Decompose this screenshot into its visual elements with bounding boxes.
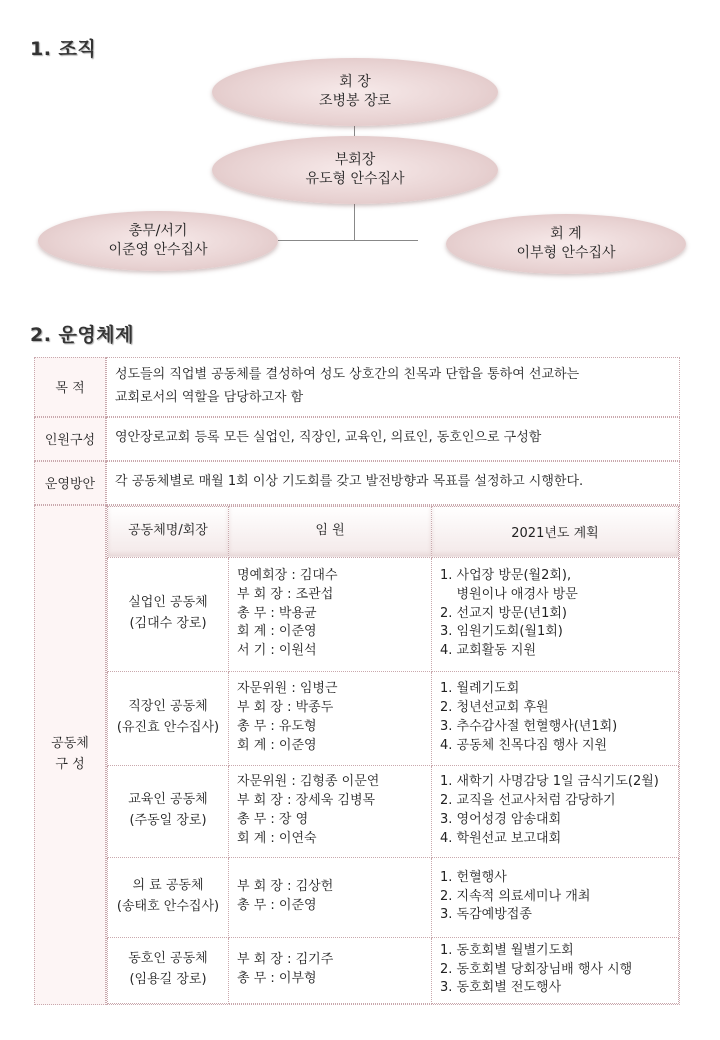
row-composition	[34, 417, 680, 461]
description-line: 각 공동체별로 매월 1회 이상 기도회를 갖고 발전방향과 목표를 설정하고 시행한다.	[115, 474, 584, 490]
group-name	[108, 765, 229, 857]
org-node-vice-chairman	[212, 136, 498, 204]
plan-line: 1. 헌혈행사	[440, 869, 507, 885]
vice-chairman-name: 유도형 안수집사	[305, 171, 405, 187]
plan-line: 2. 교직을 선교사처럼 감당하기	[440, 793, 616, 809]
member-line: 회 계 : 이준영	[237, 737, 317, 753]
member-line: 부 회 장 : 조관섭	[237, 586, 334, 602]
description-line: 성도들의 직업별 공동체를 결성하여 성도 상호간의 친목과 단합을 통하여 선교하는	[115, 367, 580, 382]
community-row-business	[108, 557, 679, 671]
section-title-operation: 2. 운영체제	[30, 324, 134, 346]
group-title: 동호인 공동체	[128, 951, 208, 967]
plan-line: 4. 학원선교 보고대회	[440, 830, 562, 846]
plan-line: 1. 월례기도회	[440, 681, 520, 697]
group-title: 실업인 공동체	[128, 595, 208, 611]
org-node-chairman	[212, 58, 498, 126]
member-line: 부 회 장 : 박종두	[237, 700, 334, 716]
org-node-secretary	[38, 211, 278, 271]
treasurer-name: 이부형 안수집사	[516, 245, 616, 261]
plan-line: 2. 동호회별 당회장님배 행사 시행	[440, 961, 633, 977]
description-line: 영안장로교회 등록 모든 실업인, 직장인, 교육인, 의료인, 동호인으로 구성함	[115, 430, 542, 446]
member-line: 총 무 : 이준영	[237, 898, 317, 913]
structure-label	[34, 505, 106, 1005]
header-plan: 2021년도 계획	[432, 506, 679, 557]
group-members	[229, 937, 432, 1003]
row-operation-plan	[34, 461, 680, 505]
group-members	[229, 857, 432, 937]
row-description	[106, 417, 680, 461]
plan-line: 3. 추수감사절 헌혈행사(년1회)	[440, 719, 618, 734]
plan-line: 1. 사업장 방문(월2회),	[440, 567, 572, 583]
group-plans	[432, 557, 679, 671]
structure-label-line: 구 성	[55, 756, 85, 772]
group-name	[108, 937, 229, 1003]
group-members	[229, 765, 432, 857]
group-plans	[432, 765, 679, 857]
row-description	[106, 461, 680, 505]
group-leader: (임용길 장로)	[129, 972, 207, 987]
plan-line: 3. 독감예방접종	[440, 907, 532, 923]
chairman-name: 조병봉 장로	[318, 93, 392, 109]
description-line: 교회로서의 역할을 담당하고자 함	[115, 389, 304, 405]
plan-line: 2. 청년선교회 후원	[440, 700, 549, 716]
group-members	[229, 671, 432, 765]
operation-table	[34, 357, 680, 1005]
community-cell	[106, 505, 680, 1005]
row-purpose	[34, 357, 680, 417]
row-description	[106, 357, 680, 417]
community-header-row	[108, 506, 679, 557]
group-plans	[432, 937, 679, 1003]
community-table	[107, 506, 679, 1004]
member-line: 명예회장 : 김대수	[237, 567, 338, 583]
community-row-hobby	[108, 937, 679, 1003]
row-label: 인원구성	[34, 417, 106, 461]
community-row-medical	[108, 857, 679, 937]
chairman-role: 회 장	[339, 74, 371, 91]
secretary-name: 이준영 안수집사	[108, 242, 208, 258]
group-leader: (유진효 안수집사)	[116, 720, 220, 735]
member-line: 회 계 : 이연숙	[237, 830, 317, 846]
plan-line: 3. 동호회별 전도행사	[440, 980, 562, 996]
plan-line: 2. 선교지 방문(년1회)	[440, 605, 567, 621]
plan-line: 3. 임원기도회(월1회)	[440, 624, 563, 640]
group-title: 교육인 공동체	[128, 792, 208, 808]
member-line: 회 계 : 이준영	[237, 624, 317, 640]
section-title-organization: 1. 조직	[30, 38, 97, 60]
member-line: 부 회 장 : 김기주	[237, 952, 334, 968]
row-label: 운영방안	[34, 461, 106, 505]
row-community-structure	[34, 505, 680, 1005]
member-line: 서 기 : 이원석	[237, 643, 317, 659]
group-plans	[432, 857, 679, 937]
community-row-workers	[108, 671, 679, 765]
structure-label-line: 공동체	[51, 735, 89, 751]
group-leader: (송태호 안수집사)	[116, 899, 220, 914]
plan-line: 4. 공동체 친목다짐 행사 지원	[440, 737, 608, 753]
group-members	[229, 557, 432, 671]
group-name	[108, 671, 229, 765]
group-name	[108, 557, 229, 671]
group-leader: (김대수 장로)	[129, 616, 207, 631]
plan-line: 병원이나 애경사 방문	[440, 586, 578, 602]
member-line: 총 무 : 유도형	[237, 719, 317, 734]
plan-line: 4. 교회활동 지원	[440, 643, 537, 659]
org-connector-horizontal	[278, 240, 418, 241]
group-leader: (주동일 장로)	[129, 813, 207, 828]
plan-line: 1. 동호회별 월별기도회	[440, 942, 574, 958]
header-officers: 임 원	[229, 506, 432, 557]
org-node-treasurer	[446, 214, 686, 274]
plan-line: 2. 지속적 의료세미나 개최	[440, 888, 591, 904]
member-line: 총 무 : 이부형	[237, 971, 317, 986]
member-line: 부 회 장 : 김상헌	[237, 879, 334, 895]
member-line: 총 무 : 박용균	[237, 605, 317, 621]
member-line: 부 회 장 : 장세욱 김병목	[237, 793, 376, 809]
vice-chairman-role: 부회장	[334, 152, 376, 169]
member-line: 총 무 : 장 영	[237, 812, 309, 827]
member-line: 자문위원 : 김형종 이문연	[237, 774, 380, 790]
treasurer-role: 회 계	[550, 226, 582, 243]
header-group-name: 공동체명/회장	[108, 506, 229, 557]
secretary-role: 총무/서기	[128, 223, 188, 240]
row-label: 목 적	[34, 357, 106, 417]
group-plans	[432, 671, 679, 765]
member-line: 자문위원 : 임병근	[237, 681, 338, 697]
group-title: 직장인 공동체	[128, 699, 208, 715]
group-name	[108, 857, 229, 937]
plan-line: 3. 영어성경 암송대회	[440, 812, 562, 827]
group-title: 의 료 공동체	[132, 878, 204, 894]
community-row-educators	[108, 765, 679, 857]
plan-line: 1. 새학기 사명감당 1일 금식기도(2월)	[440, 774, 659, 790]
